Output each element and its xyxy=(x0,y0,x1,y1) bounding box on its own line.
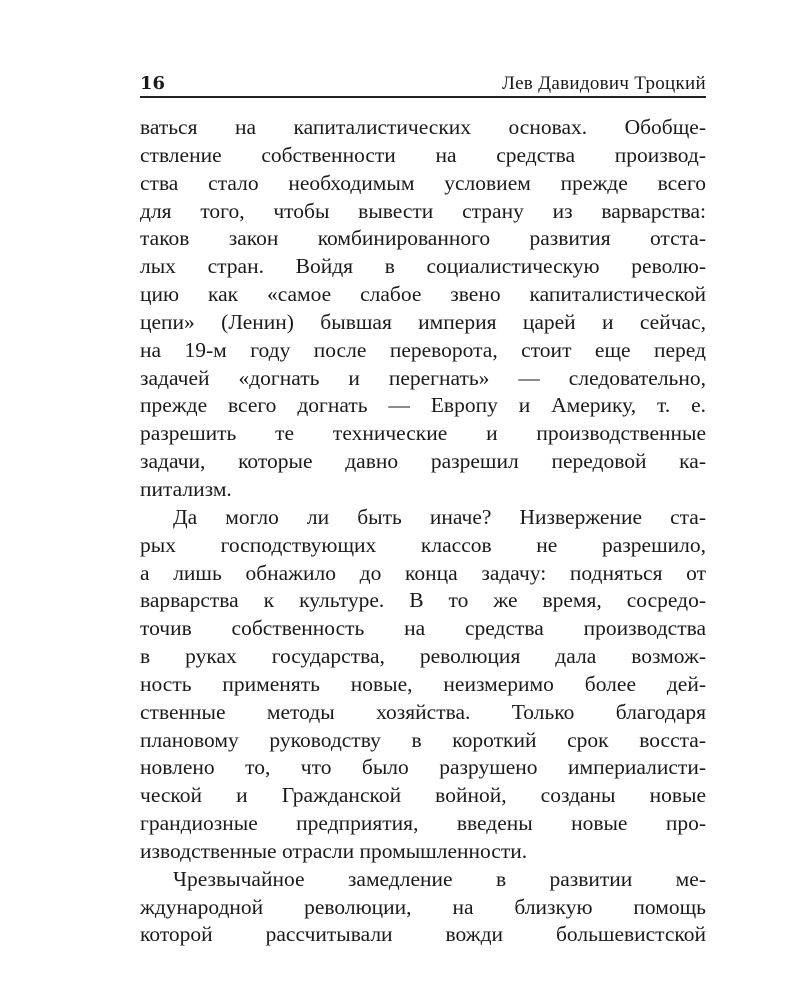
text-line: варварства к культуре. В то же время, сосредо- xyxy=(140,588,706,613)
text-line: которой рассчитывали вожди большевистской xyxy=(140,922,706,947)
text-line: грандиозные предприятия, введены новые про- xyxy=(140,811,706,836)
text-line: прежде всего догнать — Европу и Америку, т. е. xyxy=(140,393,706,418)
text-line: точив собственность на средства производства xyxy=(140,616,706,641)
text-line: в руках государства, революция дала возмож- xyxy=(140,644,706,669)
text-line: новлено то, что было разрушено империалисти- xyxy=(140,755,706,780)
text-line: задачей «догнать и перегнать» — следовательно, xyxy=(140,365,706,390)
text-line: на 19-м году после переворота, стоит еще перед xyxy=(140,337,706,362)
text-line: для того, чтобы вывести страну из варварства: xyxy=(140,198,706,223)
text-line: ствление собственности на средства производ- xyxy=(140,142,706,167)
text-line: ждународной революции, на близкую помощь xyxy=(140,894,706,919)
text-line: задачи, которые давно разрешил передовой ка- xyxy=(140,449,706,474)
text-line: ства стало необходимым условием прежде всего xyxy=(140,170,706,195)
paragraph-end-line: изводственные отрасли промышленности. xyxy=(140,838,528,863)
text-line: а лишь обнажило до конца задачу: подняться от xyxy=(140,560,706,585)
page-header xyxy=(140,72,706,98)
text-line: плановому руководству в короткий срок восста- xyxy=(140,727,706,752)
text-line: ственные методы хозяйства. Только благодаря xyxy=(140,699,706,724)
paragraph-end-line: питализм. xyxy=(140,476,232,501)
paragraph-start-line: Да могло ли быть иначе? Низвержение ста- xyxy=(173,504,706,529)
text-line: разрешить те технические и производственные xyxy=(140,421,706,446)
text-line: ность применять новые, неизмеримо более дей- xyxy=(140,671,706,696)
text-line: цепи» (Ленин) бывшая империя царей и сейчас, xyxy=(140,309,706,334)
text-line: лых стран. Войдя в социалистическую револю- xyxy=(140,254,706,279)
text-line: рых господствующих классов не разрешило, xyxy=(140,532,706,557)
page-number: 16 xyxy=(140,73,166,94)
running-head: Лев Давидович Троцкий xyxy=(502,73,706,94)
paragraph-start-line: Чрезвычайное замедление в развитии ме- xyxy=(173,866,706,891)
text-line: цию как «самое слабое звено капиталистической xyxy=(140,282,706,307)
text-line: ваться на капиталистических основах. Обобще- xyxy=(140,115,706,139)
body-text xyxy=(140,114,706,949)
text-line: ческой и Гражданской войной, созданы новые xyxy=(140,783,706,808)
text-line: таков закон комбинированного развития отста- xyxy=(140,226,706,251)
